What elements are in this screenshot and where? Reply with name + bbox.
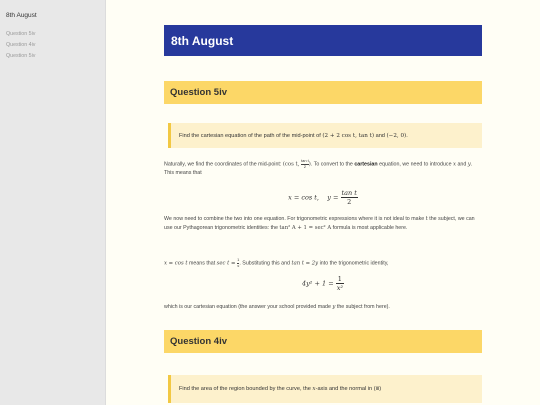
eq2-fraction bbox=[336, 275, 344, 292]
p3-frac-den: x bbox=[237, 262, 240, 268]
p1-frac-num: tan t bbox=[300, 158, 309, 163]
p3-math2: sec t = bbox=[216, 260, 238, 267]
p1-text-d: . This means that bbox=[164, 161, 473, 177]
p3-math1: x = cos t bbox=[164, 260, 188, 267]
equation-cartesian bbox=[164, 275, 482, 292]
p1-text-a: Naturally, we find the coordinates of the mid-point: bbox=[164, 161, 283, 168]
question-and: and bbox=[374, 132, 387, 139]
p2-text-c: formula is most applicable here. bbox=[331, 225, 408, 231]
paragraph-identity bbox=[164, 215, 482, 233]
p1-and: and bbox=[456, 161, 468, 168]
paragraph-conclusion bbox=[164, 303, 482, 312]
question-prefix: Find the cartesian equation of the path of the mid-point of bbox=[179, 132, 323, 139]
p2-identity: tan² A + 1 = sec² A bbox=[279, 225, 332, 231]
eq1-fraction bbox=[341, 189, 358, 206]
p3-frac-num: 1 bbox=[237, 257, 240, 262]
q4-prefix: Find the area of the region bounded by the curve, the bbox=[179, 386, 313, 392]
q4-var-x: x bbox=[312, 386, 316, 392]
p1-var-y: y bbox=[467, 161, 471, 168]
eq1-frac-den: 2 bbox=[347, 198, 352, 206]
p1-var-x: x bbox=[453, 161, 456, 168]
p1-text-c: equation, we need to introduce bbox=[377, 161, 453, 168]
p1-fraction bbox=[301, 159, 309, 169]
question-math-point2: (−2, 0) bbox=[386, 132, 407, 139]
sidebar bbox=[0, 0, 106, 405]
sidebar-item-question-5iv-2[interactable]: Question 5iv bbox=[6, 53, 36, 59]
page-title: 8th August bbox=[164, 25, 482, 56]
sidebar-item-question-4iv[interactable]: Question 4iv bbox=[6, 42, 36, 48]
p4-var-y: y bbox=[332, 304, 336, 310]
section-heading-question-4iv: Question 4iv bbox=[164, 330, 482, 353]
eq2-left: 4y² + 1 = bbox=[302, 279, 336, 288]
p1-text-b: . To convert to the bbox=[310, 161, 355, 168]
sidebar-item-question-5iv[interactable]: Question 5iv bbox=[6, 31, 36, 37]
p3-text-c: into the trigonometric identity, bbox=[318, 260, 389, 267]
equation-parametric bbox=[164, 189, 482, 206]
p2-text-a: We now need to combine the two into one equation. For trigonometric expressions where it is not ideal to make bbox=[164, 216, 426, 222]
p4-text-b: the subject from here). bbox=[335, 304, 390, 310]
p2-var-t: t bbox=[425, 216, 428, 222]
paragraph-substitution bbox=[164, 258, 482, 268]
p3-text-b: . Substituting this and bbox=[239, 260, 292, 267]
p1-math-close: ) bbox=[308, 161, 311, 168]
p2-text-b: the subject, we can use our Pythagorean trigonometric identities: the bbox=[164, 216, 475, 231]
p1-frac-den: 2 bbox=[303, 163, 306, 169]
question-end: . bbox=[406, 132, 408, 139]
section-heading-question-5iv: Question 5iv bbox=[164, 81, 482, 104]
eq1-left: x = cos t, y = bbox=[288, 193, 341, 202]
question-4iv-text bbox=[179, 386, 381, 392]
p1-bold-cartesian: cartesian bbox=[354, 161, 378, 168]
eq1-frac-num: tan t bbox=[341, 189, 357, 197]
p1-math-open: (cos t, bbox=[282, 161, 301, 168]
eq2-frac-num: 1 bbox=[336, 275, 344, 284]
sidebar-title[interactable]: 8th August bbox=[6, 12, 37, 19]
paragraph-midpoint bbox=[164, 159, 482, 178]
q4-suffix: -axis and the normal in (iii) bbox=[315, 386, 382, 392]
p4-text-a: which is our cartesian equation (the answer your school provided made bbox=[164, 304, 333, 310]
p3-math3: tan t = 2y bbox=[291, 260, 319, 267]
p3-text-a: means that bbox=[187, 260, 217, 267]
question-box-5iv bbox=[168, 123, 482, 148]
question-math-point1: (2 + 2 cos t, tan t) bbox=[322, 132, 375, 139]
eq2-frac-den: x² bbox=[336, 284, 343, 292]
question-text bbox=[179, 133, 408, 139]
question-box-4iv bbox=[168, 375, 482, 403]
